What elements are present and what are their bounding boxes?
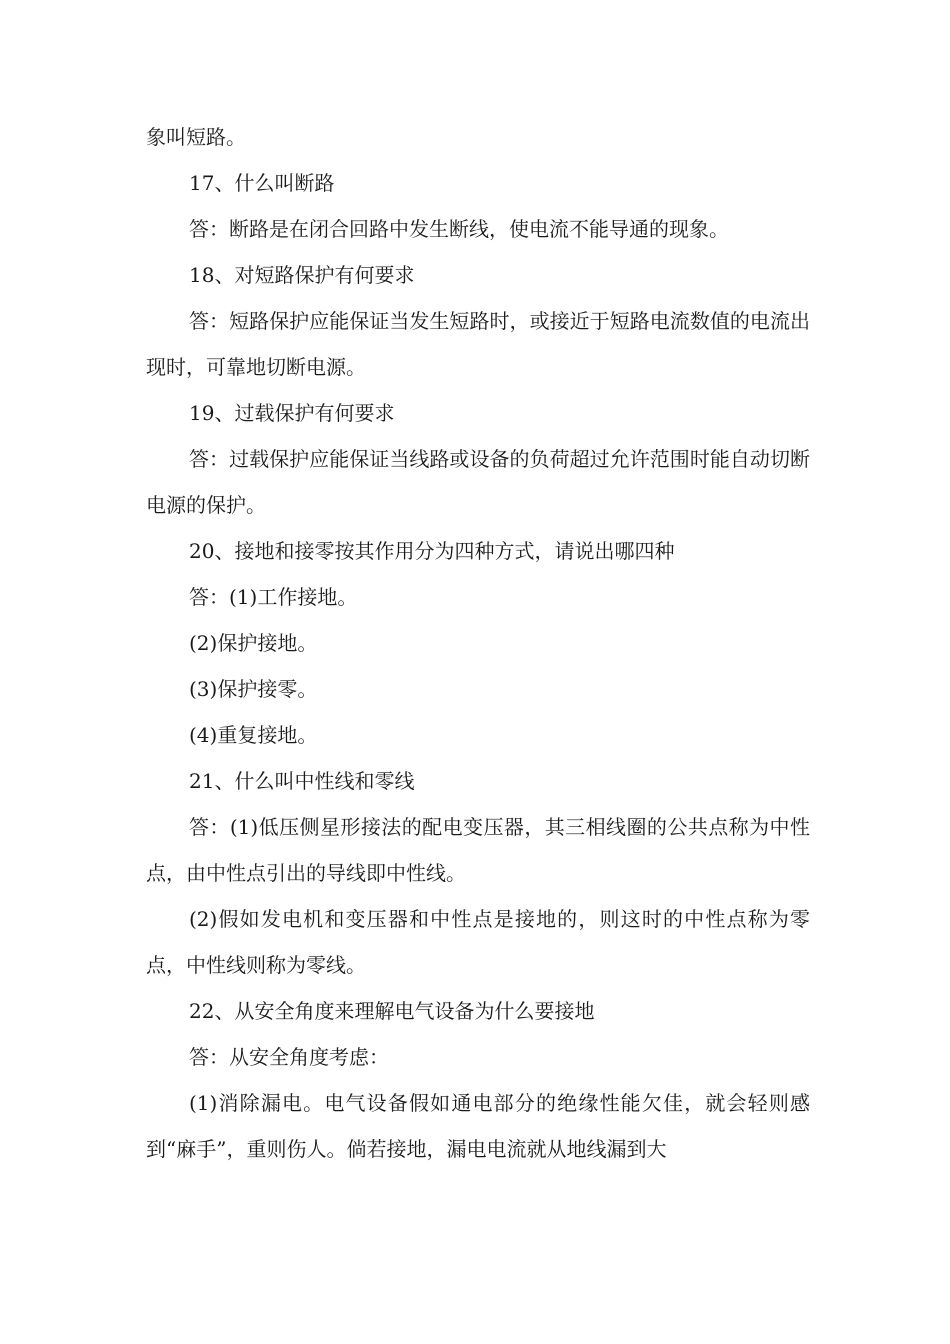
answer-paragraph: 答：(1)低压侧星形接法的配电变压器，其三相线圈的公共点称为中性点，由中性点引出的导线即中性线。 xyxy=(146,815,810,885)
answer-list-item: (4)重复接地。 xyxy=(189,723,318,747)
document-body xyxy=(146,114,810,1172)
answer-paragraph: (2)假如发电机和变压器和中性点是接地的，则这时的中性点称为零点，中性线则称为零线。 xyxy=(146,907,810,977)
question-heading: 18、对短路保护有何要求 xyxy=(189,263,415,287)
answer-paragraph: (1)消除漏电。电气设备假如通电部分的绝缘性能欠佳，就会轻则感到“麻手”，重则伤人。倘若接地，漏电电流就从地线漏到大 xyxy=(146,1091,810,1161)
answer-list-item: (3)保护接零。 xyxy=(189,677,318,701)
question-heading: 19、过载保护有何要求 xyxy=(189,401,395,425)
answer-paragraph: 答：过载保护应能保证当线路或设备的负荷超过允许范围时能自动切断电源的保护。 xyxy=(146,447,810,517)
answer-paragraph: 答：从安全角度考虑： xyxy=(189,1045,389,1069)
answer-paragraph: 答：短路保护应能保证当发生短路时，或接近于短路电流数值的电流出现时，可靠地切断电源。 xyxy=(146,309,810,379)
question-heading: 22、从安全角度来理解电气设备为什么要接地 xyxy=(189,999,595,1023)
answer-paragraph: 答：断路是在闭合回路中发生断线，使电流不能导通的现象。 xyxy=(189,217,729,241)
question-heading: 20、接地和接零按其作用分为四种方式，请说出哪四种 xyxy=(189,539,675,563)
paragraph: 象叫短路。 xyxy=(146,125,246,149)
answer-list-item: (2)保护接地。 xyxy=(189,631,318,655)
answer-paragraph: 答：(1)工作接地。 xyxy=(189,585,358,609)
question-heading: 21、什么叫中性线和零线 xyxy=(189,769,415,793)
question-heading: 17、什么叫断路 xyxy=(189,171,335,195)
